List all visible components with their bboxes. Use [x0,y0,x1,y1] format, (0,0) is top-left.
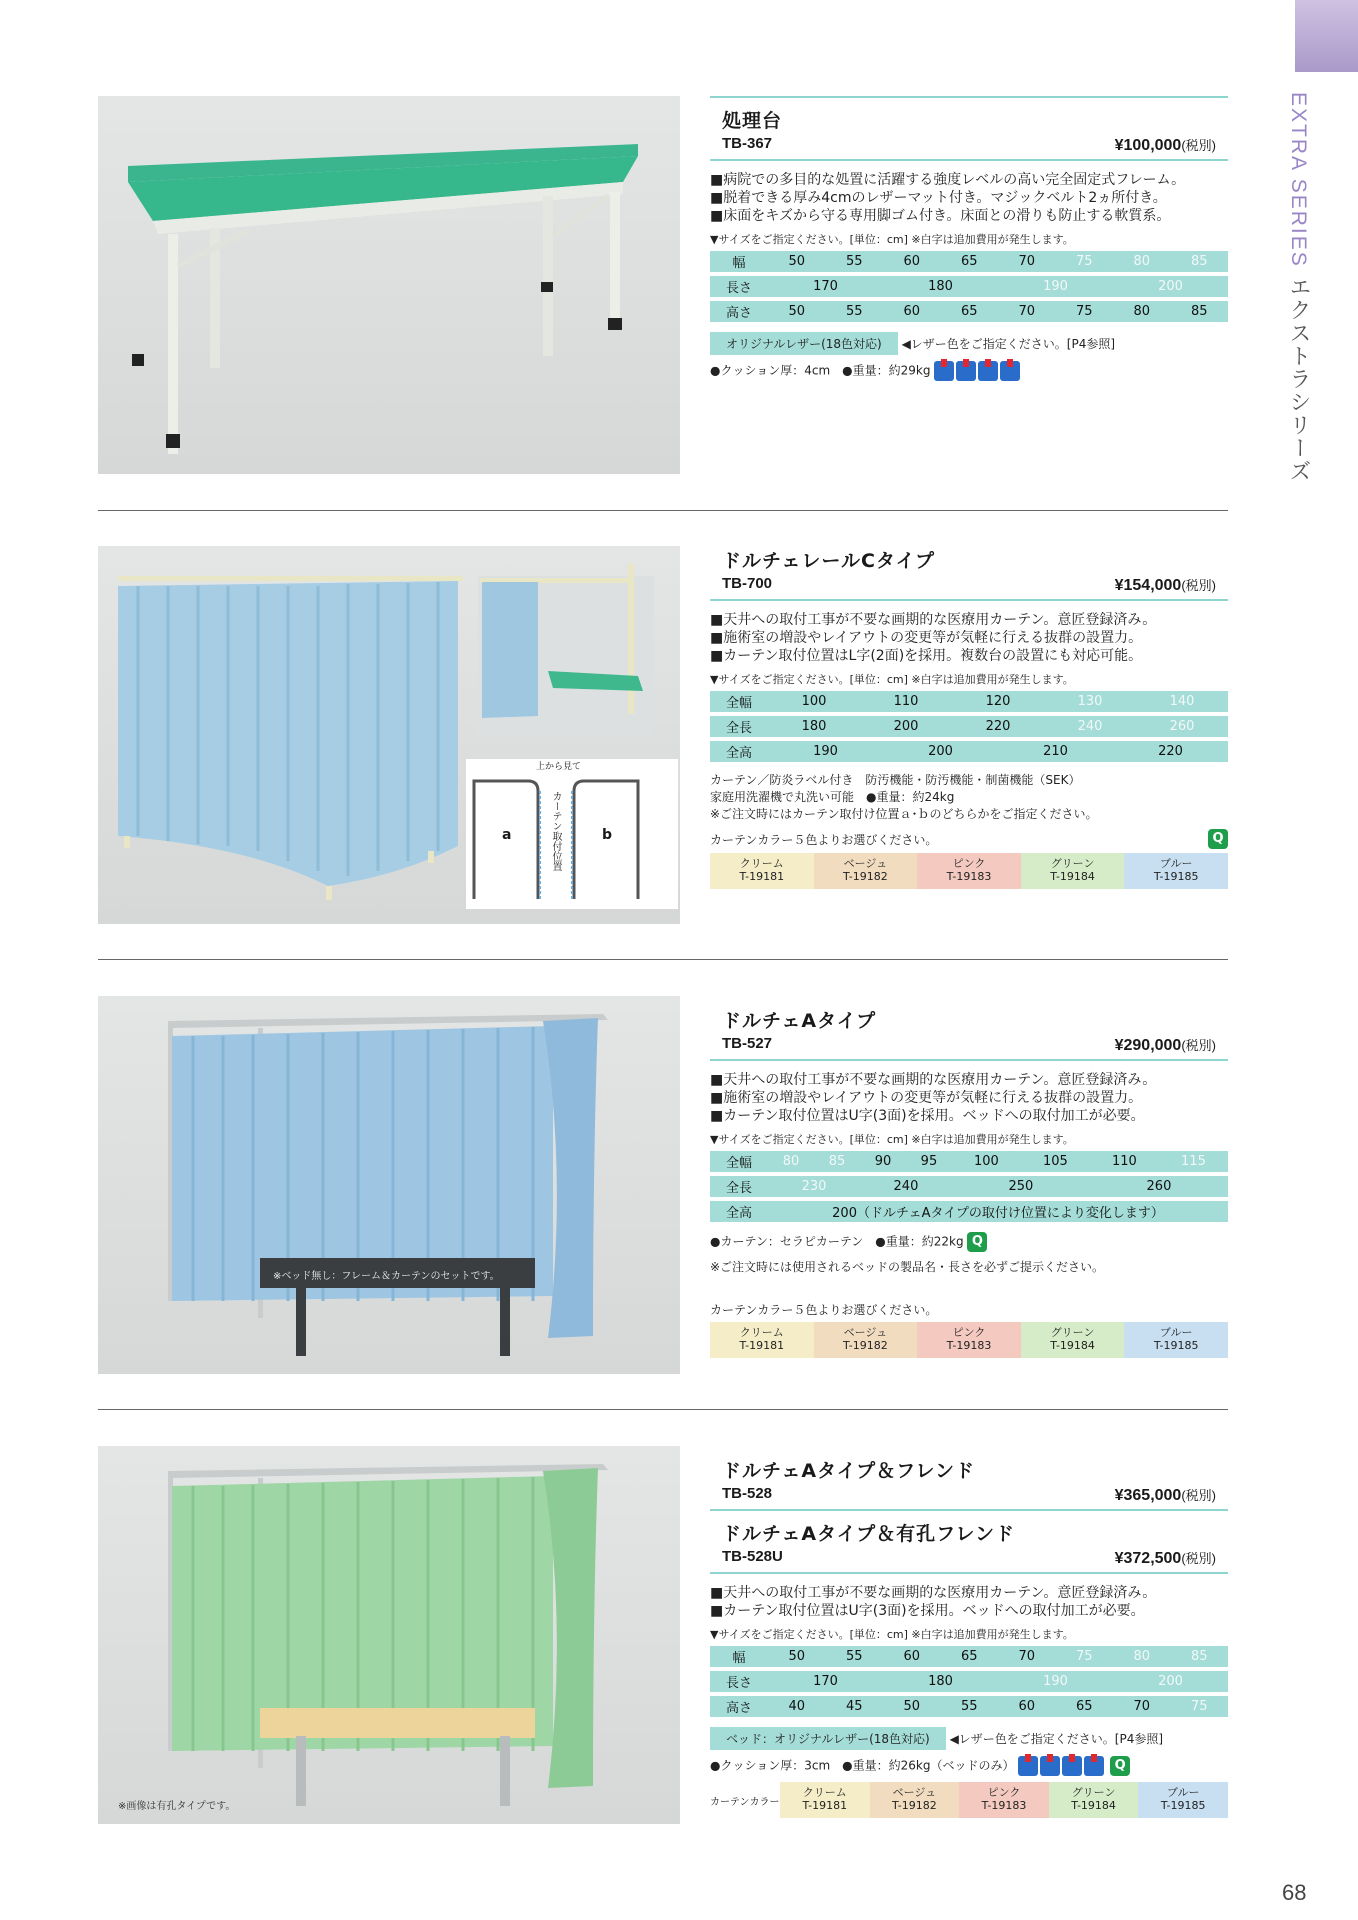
swatch-pink: ピンク T-19183 [917,1322,1021,1358]
leather-label: ベッド：オリジナルレザー(18色対応) [710,1727,946,1750]
size-row-width: 全幅 80 85 90 95 100 105 110 115 [710,1151,1228,1172]
desc-line: ■施術室の増設やレイアウトの変更等が気軽に行える抜群の設置力。 [710,630,1143,646]
swatch-pink: ピンク T-19183 [959,1782,1049,1818]
product-photo [98,96,680,474]
product-code: TB-700 [722,575,773,592]
option-icon [1018,1756,1038,1776]
product-name: ドルチェAタイプ [722,1010,877,1032]
desc-line: ■天井への取付工事が不要な画期的な医療用カーテン。意匠登録済み。 [710,1072,1157,1088]
size-row-length: 全長 230 240 250 260 [710,1176,1228,1197]
note-line: ※ご注文時にはカーテン取付け位置ａ･ｂのどちらかをご指定ください。 [710,807,1098,821]
color-swatches [710,1322,1228,1358]
product-description [710,611,1228,665]
leather-label: オリジナルレザー(18色対応) [710,332,898,355]
divider-line [710,96,1228,98]
note-line: カーテン／防炎ラベル付き 防汚機能・防汚機能・制菌機能（SEK） [710,773,1081,787]
section-divider [98,510,1228,511]
size-row-height: 高さ 50 55 60 65 70 75 80 85 [710,301,1228,322]
spec-row [710,361,1228,381]
curtain-a-type-image [98,996,680,1374]
color-row [710,1782,1228,1818]
swatch-beige: ベージュ T-19182 [870,1782,960,1818]
code-price-row [710,573,1228,601]
swatch-blue: ブルー T-19185 [1138,1782,1228,1818]
desc-line: ■床面をキズから守る専用脚ゴム付き。床面との滑りも防止する軟質系。 [710,208,1171,224]
side-index-label [1283,92,1314,483]
size-note: ▼サイズをご指定ください。[単位：cm] ※白字は追加費用が発生します。 [710,673,1074,686]
size-note: ▼サイズをご指定ください。[単位：cm] ※白字は追加費用が発生します。 [710,233,1074,246]
swatch-pink: ピンク T-19183 [917,853,1021,889]
code-price-row [710,1033,1228,1061]
photo-note: ※ベッド無し：フレーム＆カーテンのセットです。 [273,1271,500,1282]
size-table [710,1642,1228,1721]
size-note: ▼サイズをご指定ください。[単位：cm] ※白字は追加費用が発生します。 [710,1628,1074,1641]
desc-line: ■カーテン取付位置はU字(3面)を採用。ベッドへの取付加工が必要。 [710,1603,1145,1619]
order-note: ※ご注文時には使用されるベッドの製品名・長さを必ずご提示ください。 [710,1260,1105,1274]
quick-ship-icon: Q [1110,1756,1130,1776]
size-table [710,1147,1228,1226]
swatch-green: グリーン T-19184 [1021,853,1125,889]
product-code: TB-528 [722,1485,773,1502]
desc-line: ■カーテン取付位置はU字(3面)を採用。ベッドへの取付加工が必要。 [710,1108,1145,1124]
swatch-beige: ベージュ T-19182 [814,853,918,889]
treatment-table-image [98,96,680,474]
option-icon [1084,1756,1104,1776]
product-price-2: ¥372,500(税別) [1114,1550,1216,1567]
swatch-cream: クリーム T-19181 [710,1322,814,1358]
product-name-2: ドルチェAタイプ＆有孔フレンド [722,1523,1015,1545]
side-index-en: EXTRA SERIES [1287,92,1310,268]
size-note: ▼サイズをご指定ください。[単位：cm] ※白字は追加費用が発生します。 [710,1133,1074,1146]
code-price-row [710,133,1228,161]
spec-row [710,1232,1228,1252]
swatch-cream: クリーム T-19181 [710,853,814,889]
color-title-row [710,829,1228,849]
curtain-friend-image [98,1446,680,1824]
side-index-jp: エクストラシリーズ [1286,275,1311,483]
leather-note: ◀レザー色をご指定ください。[P4参照] [901,337,1116,351]
code-price-row-2 [710,1546,1228,1574]
size-row-height: 高さ 40 45 50 55 60 65 70 75 [710,1696,1228,1717]
spec-row [710,1756,1228,1776]
option-icon [1062,1756,1082,1776]
product-price: ¥154,000(税別) [1114,577,1216,594]
product-code-2: TB-528U [722,1548,783,1565]
code-price-row [710,1483,1228,1511]
color-label: カーテンカラー [710,1796,780,1808]
product-info [710,546,1228,889]
product-description [710,1071,1228,1125]
option-icon [956,361,976,381]
size-table [710,687,1228,766]
quick-ship-icon: Q [967,1232,987,1252]
notes [710,772,1228,823]
note-line: 家庭用洗濯機で丸洗い可能 ●重量：約24kg [710,790,955,804]
swatch-beige: ベージュ T-19182 [814,1322,918,1358]
product-info [710,996,1228,1358]
option-icon [934,361,954,381]
product-info [710,1446,1228,1818]
spec-text: ●クッション厚：4cm ●重量：約29kg [710,363,931,378]
side-index-cap [1295,0,1358,72]
option-icon [1000,361,1020,381]
color-title: カーテンカラー５色よりお選びください。 [710,1303,938,1317]
swatch-blue: ブルー T-19185 [1124,1322,1228,1358]
spec-text: ●カーテン：セラピカーテン ●重量：約22kg [710,1234,964,1249]
plan-top-label: 上から見て [536,762,582,772]
quick-ship-icon: Q [1208,829,1228,849]
color-swatches [710,853,1228,889]
spec-text: ●クッション厚：3cm ●重量：約26kg（ベッドのみ） [710,1758,1015,1773]
product-price: ¥290,000(税別) [1114,1037,1216,1054]
swatch-green: グリーン T-19184 [1049,1782,1139,1818]
leather-row [710,332,1228,355]
product-price: ¥365,000(税別) [1114,1487,1216,1504]
desc-line: ■天井への取付工事が不要な画期的な医療用カーテン。意匠登録済み。 [710,1585,1157,1601]
desc-line: ■施術室の増設やレイアウトの変更等が気軽に行える抜群の設置力。 [710,1090,1143,1106]
size-row-length: 長さ 170 180 190 200 [710,1671,1228,1692]
size-row-length: 長さ 170 180 190 200 [710,276,1228,297]
product-photo [98,996,680,1374]
size-row-width: 幅 50 55 60 65 70 75 80 85 [710,1646,1228,1667]
size-row-length: 全長 180 200 220 240 260 [710,716,1228,737]
plan-a-label: a [502,827,512,843]
plan-drawing [466,759,678,909]
swatch-green: グリーン T-19184 [1021,1322,1125,1358]
product-name: ドルチェAタイプ＆フレンド [722,1460,975,1482]
section-divider [98,959,1228,960]
desc-line: ■カーテン取付位置はL字(2面)を採用。複数台の設置にも対応可能。 [710,648,1143,664]
desc-line: ■脱着できる厚み4cmのレザーマット付き。マジックベルト2ヵ所付き。 [710,190,1167,206]
size-table [710,247,1228,326]
section-divider [98,1409,1228,1410]
size-row-width: 全幅 100 110 120 130 140 [710,691,1228,712]
color-title: カーテンカラー５色よりお選びください。 [710,832,938,847]
product-name: ドルチェレールCタイプ [722,550,936,572]
leather-row [710,1727,1228,1750]
size-row-height: 全高 200（ドルチェAタイプの取付け位置により変化します） [710,1201,1228,1222]
plan-mount-label: カーテン取付位置 [550,791,561,871]
swatch-cream: クリーム T-19181 [780,1782,870,1818]
product-photo [98,546,680,924]
color-swatches [780,1782,1228,1818]
plan-b-label: b [602,827,613,843]
product-price: ¥100,000(税別) [1114,137,1216,154]
product-description [710,1584,1228,1620]
photo-note: ※画像は有孔タイプです。 [118,1801,236,1812]
plan-diagram [466,759,678,909]
product-code: TB-367 [722,135,773,152]
page-number: 68 [1282,1880,1307,1905]
desc-line: ■天井への取付工事が不要な画期的な医療用カーテン。意匠登録済み。 [710,612,1157,628]
product-name: 処理台 [722,110,783,132]
size-row-width: 幅 50 55 60 65 70 75 80 85 [710,251,1228,272]
leather-note: ◀レザー色をご指定ください。[P4参照] [949,1732,1164,1746]
size-row-height: 全高 190 200 210 220 [710,741,1228,762]
option-icon [1040,1756,1060,1776]
product-description [710,171,1228,225]
product-photo [98,1446,680,1824]
option-icon [978,361,998,381]
desc-line: ■病院での多目的な処置に活躍する強度レベルの高い完全固定式フレーム。 [710,172,1186,188]
swatch-blue: ブルー T-19185 [1124,853,1228,889]
product-code: TB-527 [722,1035,773,1052]
product-info [710,96,1228,381]
